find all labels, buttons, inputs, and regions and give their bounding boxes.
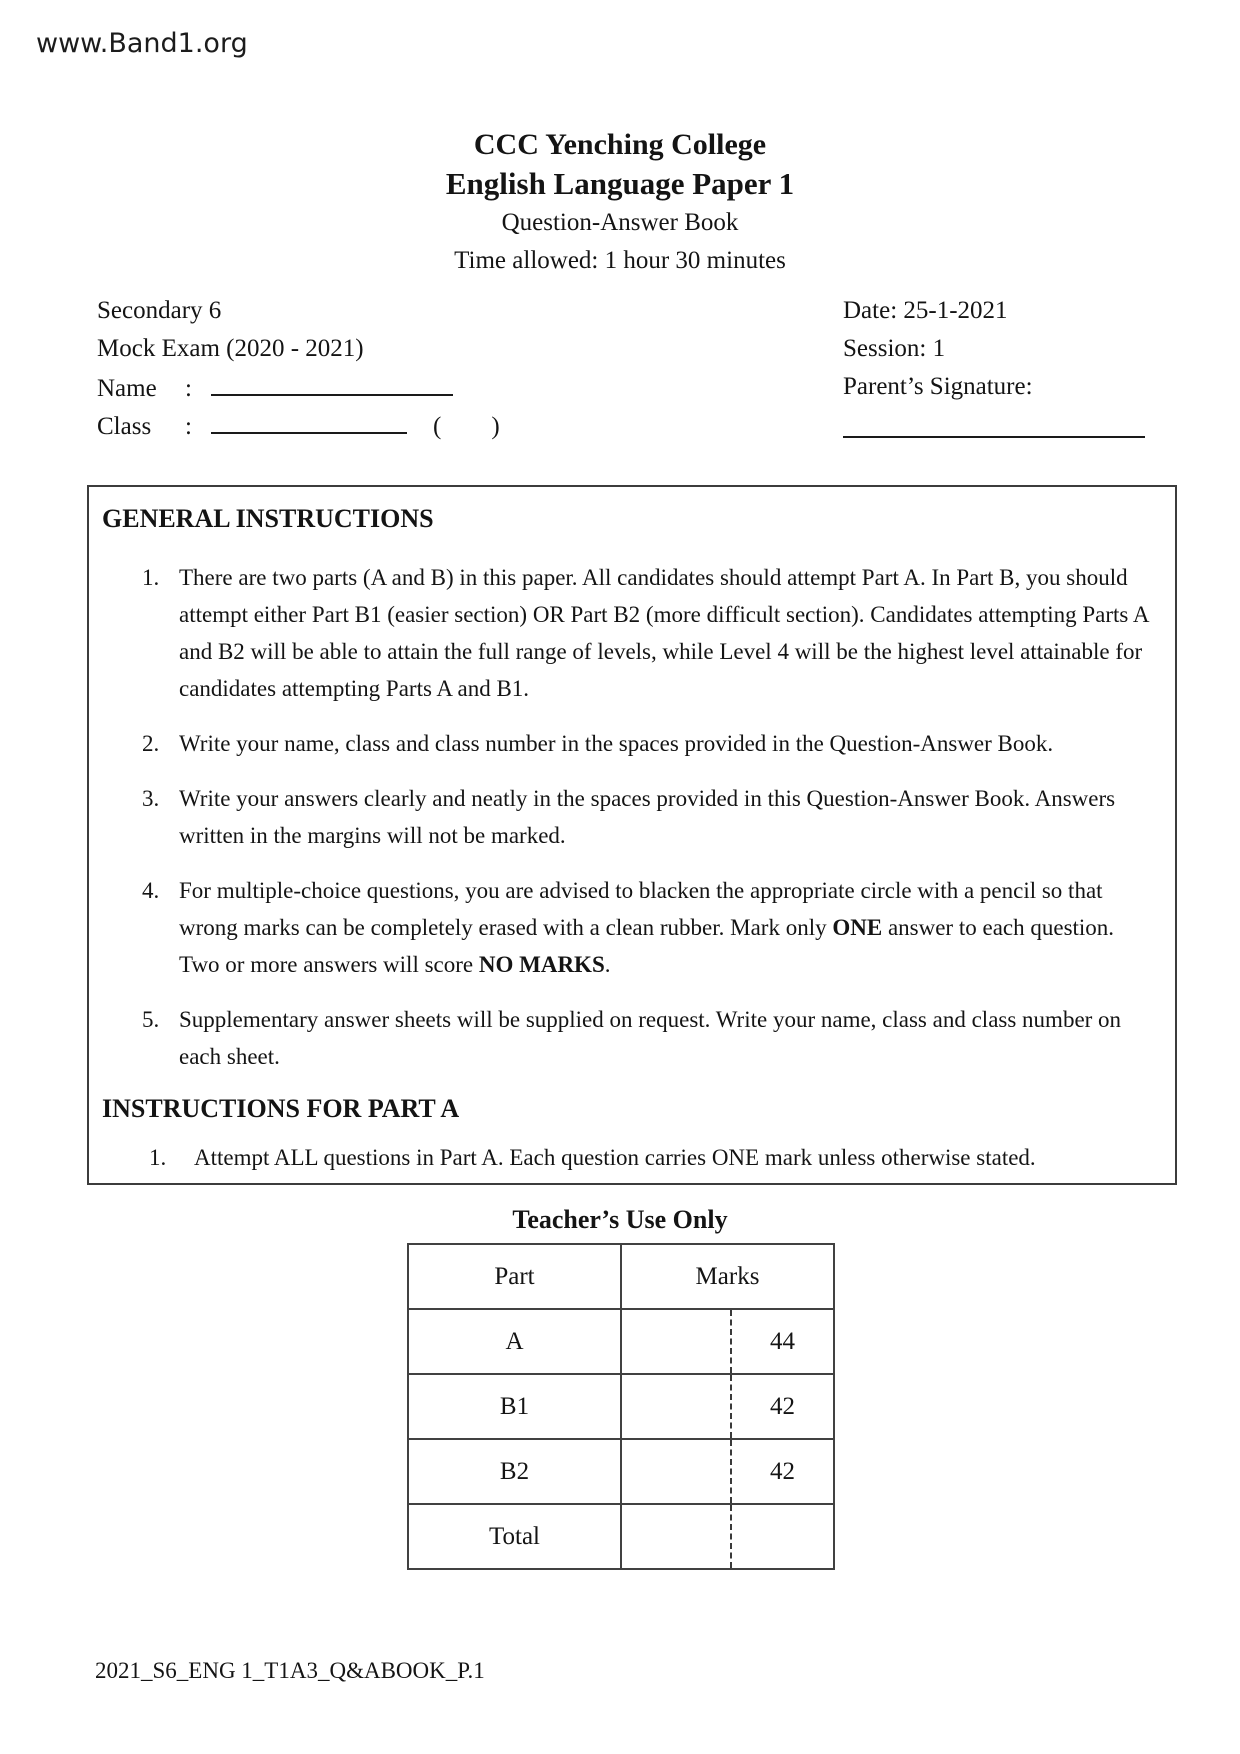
name-blank-line <box>211 368 453 396</box>
name-label: Name <box>97 375 157 402</box>
name-colon: : <box>185 375 192 402</box>
part-a-instructions-list <box>89 1139 1153 1176</box>
marks-table-row <box>409 1503 833 1568</box>
part-cell: A <box>409 1310 622 1373</box>
instruction-number: 1. <box>142 565 160 590</box>
level-text: Secondary 6 <box>97 297 222 324</box>
instruction-number: 5. <box>142 1007 160 1032</box>
book-subtitle: Question-Answer Book <box>501 209 739 236</box>
candidate-info-left <box>97 292 500 444</box>
max-marks-value: 42 <box>770 1457 795 1485</box>
max-marks-value: 44 <box>770 1327 795 1355</box>
part-a-instructions-heading: INSTRUCTIONS FOR PART A <box>102 1094 460 1123</box>
max-marks-value: 42 <box>770 1392 795 1420</box>
part-cell: Total <box>409 1505 622 1568</box>
instruction-text: Attempt ALL questions in Part A. Each question carries ONE mark unless otherwise stated. <box>194 1145 1036 1170</box>
instruction-text: Write your answers clearly and neatly in the spaces provided in this Question-Answer Book. Answers written in the margins will not be marked. <box>179 786 1116 848</box>
general-instructions-box <box>87 485 1177 1185</box>
max-marks-value <box>732 1505 833 1568</box>
instruction-item <box>89 725 1153 762</box>
parent-signature-label: Parent’s Signature: <box>843 373 1033 400</box>
class-label: Class <box>97 413 152 440</box>
score-blank-cell <box>622 1505 732 1568</box>
part-column-header: Part <box>409 1245 622 1308</box>
marks-cell <box>622 1310 833 1373</box>
class-number-brackets: ( ) <box>433 413 500 440</box>
time-allowed: Time allowed: 1 hour 30 minutes <box>454 247 786 274</box>
marks-table-row <box>409 1308 833 1373</box>
instruction-item <box>89 1001 1153 1075</box>
teachers-use-only-title: Teacher’s Use Only <box>512 1205 728 1234</box>
site-watermark: www.Band1.org <box>36 28 248 59</box>
marks-table-header-row <box>409 1245 833 1308</box>
general-instructions-heading: GENERAL INSTRUCTIONS <box>102 504 434 533</box>
score-blank-cell <box>622 1440 732 1503</box>
part-cell: B2 <box>409 1440 622 1503</box>
document-code-footer: 2021_S6_ENG 1_T1A3_Q&ABOOK_P.1 <box>95 1658 485 1683</box>
instruction-item <box>89 1139 1153 1176</box>
marks-column-header: Marks <box>695 1262 760 1290</box>
instruction-item <box>89 872 1153 983</box>
part-cell: B1 <box>409 1375 622 1438</box>
instruction-number: 2. <box>142 731 160 756</box>
instruction-text: Supplementary answer sheets will be supplied on request. Write your name, class and class number on each sheet. <box>179 1007 1122 1069</box>
general-instructions-list <box>89 559 1153 1075</box>
paper-title: English Language Paper 1 <box>445 166 795 201</box>
score-blank-cell <box>622 1310 732 1373</box>
instruction-item <box>89 559 1153 707</box>
teachers-marks-table <box>407 1243 835 1570</box>
marks-table-row <box>409 1438 833 1503</box>
marks-cell <box>622 1440 833 1503</box>
instruction-number: 3. <box>142 786 160 811</box>
instruction-text: For multiple-choice questions, you are advised to blacken the appropriate circle with a pencil so that wrong marks can be completely erased with a clean rubber. Mark only ONE answer to each question. Two or more answers will score NO MARKS. <box>179 878 1115 977</box>
candidate-info-right <box>843 292 1033 406</box>
session-text: Session: 1 <box>843 335 946 362</box>
marks-table-row <box>409 1373 833 1438</box>
class-blank-line <box>211 406 407 434</box>
score-blank-cell <box>622 1375 732 1438</box>
instruction-text: There are two parts (A and B) in this paper. All candidates should attempt Part A. In Part B, you should attempt either Part B1 (easier section) OR Part B2 (more difficult section). Candidates attempting Parts A and B2 will be able to attain the full range of levels, while Level 4 will be the highest level attainable for candidates attempting Parts A and B1. <box>179 565 1149 701</box>
instruction-number: 4. <box>142 878 160 903</box>
marks-cell <box>622 1375 833 1438</box>
marks-cell <box>622 1505 833 1568</box>
exam-text: Mock Exam (2020 - 2021) <box>97 335 364 362</box>
instruction-number: 1. <box>149 1145 167 1170</box>
date-text: Date: 25-1-2021 <box>843 297 1008 324</box>
school-name: CCC Yenching College <box>473 128 767 161</box>
instruction-text: Write your name, class and class number in the spaces provided in the Question-Answer Book. <box>179 731 1054 756</box>
parent-signature-blank-line <box>843 408 1145 438</box>
class-colon: : <box>185 413 192 440</box>
paper-title-block <box>0 126 1240 280</box>
name-row <box>97 368 500 406</box>
class-row <box>97 406 500 444</box>
instruction-item <box>89 780 1153 854</box>
